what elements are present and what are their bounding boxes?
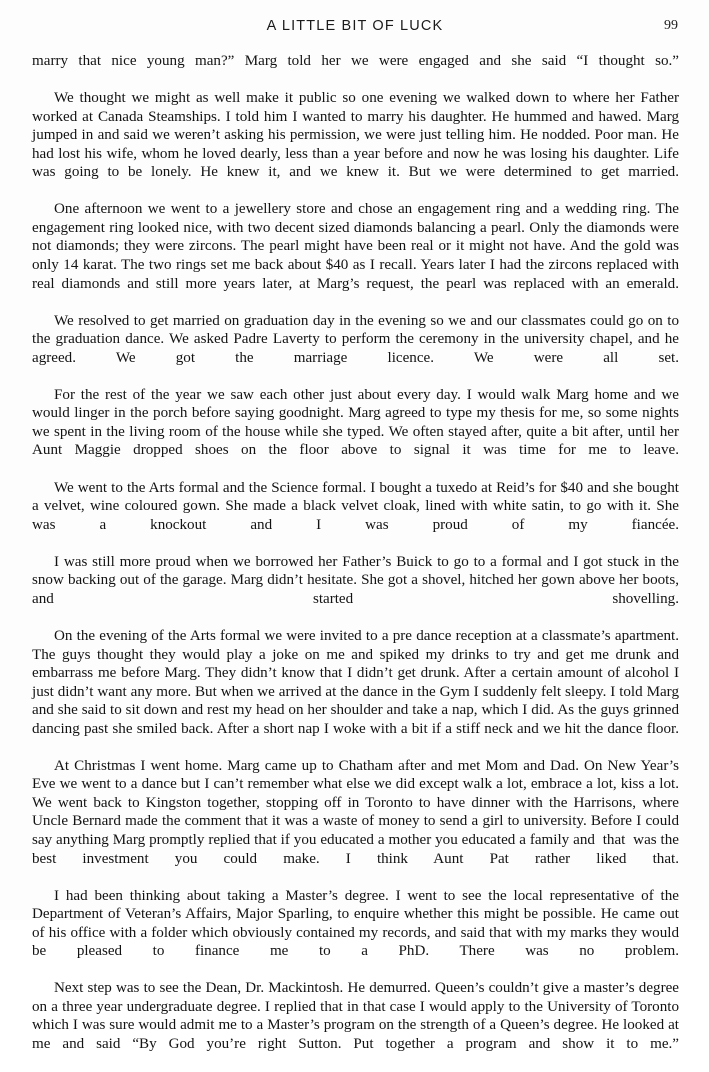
paragraph: Next step was to see the Dean, Dr. Mackintosh. He demurred. Queen’s couldn’t give a master’s degree on a three year undergraduate degree. I replied that in that case I would apply to the University of Toronto which I was sure would admit me to a Master’s program on the strength of a Queen’s degree. He looked at me and said “By God you’re right Sutton. Put together a program and show it to me.” [32,980,679,1052]
paragraph: At Christmas I went home. Marg came up to Chatham after and met Mom and Dad. On New Year’s Eve we went to a dance but I can’t remember what else we did except walk a lot, embrace a lot, kiss a lot. We went back to Kingston together, stopping off in Toronto to have dinner with the Harrisons, where Uncle Bernard made the comment that it was a waste of money to send a girl to university. Before I could say anything Marg promptly replied that if you educated a mother you educated a family and that was the best investment you could make. I think Aunt Pat rather liked that. [32,757,679,867]
page-number: 99 [664,18,678,33]
paragraph: I had been thinking about taking a Master’s degree. I went to see the local representative of the Department of Veteran’s Affairs, Major Sparling, to enquire whether this might be possible. He came out of his office with a folder which obviously contained my records, and said that with my marks they would be pleased to finance me to a PhD. There was no problem. [32,887,679,960]
paragraph: For the rest of the year we saw each other just about every day. I would walk Marg home and we would linger in the porch before saying goodnight. Marg agreed to type my thesis for me, so some nights we spent in the living room of the house while she typed. We often stayed after, quite a bit after, until her Aunt Maggie dropped shoes on the floor above to signal it was time for me to leave. [32,386,679,459]
running-head-title: A LITTLE BIT OF LUCK [266,18,444,34]
paragraph: I was still more proud when we borrowed her Father’s Buick to go to a formal and I got stuck in the snow backing out of the garage. Marg didn’t hesitate. She got a shovel, hitched her gown above her boots, and started shovelling. [32,553,679,607]
body-text-column [32,52,679,1072]
paragraph: We thought we might as well make it public so one evening we walked down to where her Father worked at Canada Steamships. I told him I wanted to marry his daughter. He hummed and hawed. Marg jumped in and said we weren’t asking his permission, we were just telling him. He nodded. Poor man. He had lost his wife, whom he loved dearly, less than a year before and now he was losing his daughter. Life was going to be lonely. He knew it, and we knew it. But we were determined to get married. [32,90,679,181]
paragraph: We went to the Arts formal and the Science formal. I bought a tuxedo at Reid’s for $40 and she bought a velvet, wine coloured gown. She made a black velvet cloak, lined with white satin, to go with it. She was a knockout and I was proud of my fiancée. [32,479,679,533]
running-header [32,18,678,42]
paragraph: One afternoon we went to a jewellery store and chose an engagement ring and a wedding ring. The engagement ring looked nice, with two decent sized diamonds balancing a pearl. Only the diamonds were not diamonds; they were zircons. The pearl might have been real or it might not have. And the gold was only 14 karat. The two rings set me back about $40 as I recall. Years later I had the zircons replaced with real diamonds and still more years later, at Marg’s request, the pearl was replaced with an emerald. [32,201,679,292]
paragraph: We resolved to get married on graduation day in the evening so we and our classmates could go on to the graduation dance. We asked Padre Laverty to perform the ceremony in the university chapel, and he agreed. We got the marriage licence. We were all set. [32,312,679,366]
paragraph: On the evening of the Arts formal we were invited to a pre dance reception at a classmate’s apartment. The guys thought they would play a joke on me and spiked my drinks to try and get me drunk and embarrass me before Marg. They didn’t know that I didn’t get drunk. After a certain amount of alcohol I just didn’t want any more. But when we arrived at the dance in the Gym I suddenly felt sleepy. I told Marg and she said to sit down and rest my head on her shoulder and take a nap, which I did. As the guys grinned dancing past she smiled back. After a short nap I woke with a bit if a stiff neck and we hit the dance floor. [32,627,679,737]
paragraph: marry that nice young man?” Marg told her we were engaged and she said “I thought so.” [32,53,679,69]
